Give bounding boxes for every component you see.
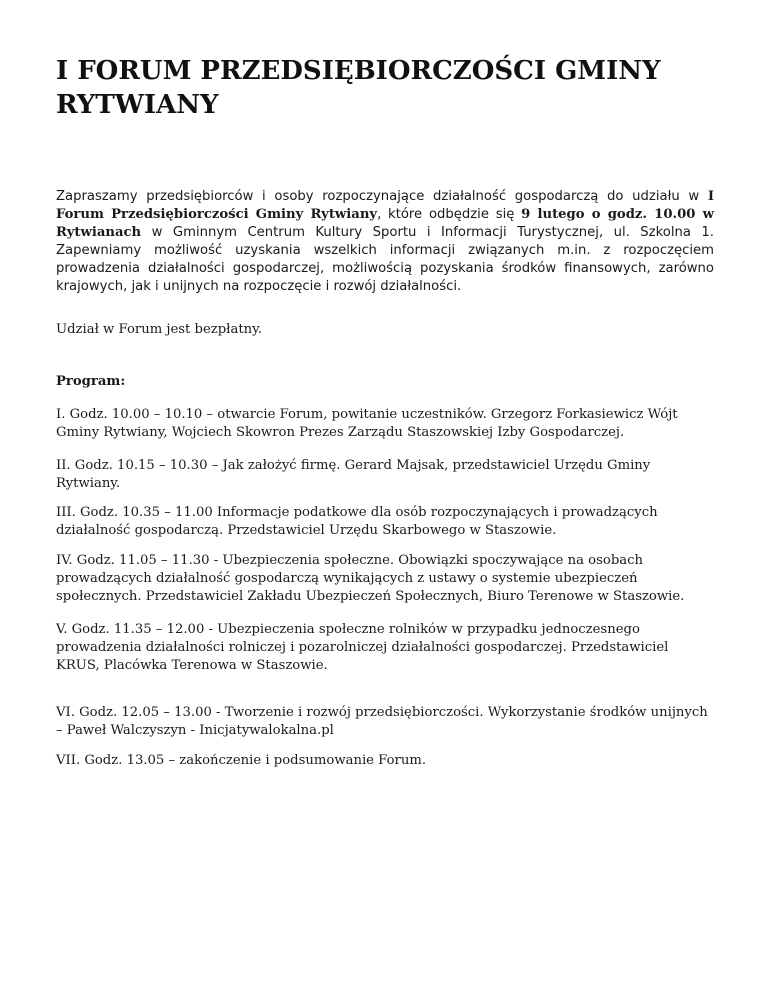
program-item-1: I. Godz. 10.00 – 10.10 – otwarcie Forum, powitanie uczestników. Grzegorz Forkasiewicz Wójt Gminy Rytwiany, Wojciech Skowron Prezes Zarządu Staszowskiej Izby Gospodarczej. bbox=[56, 407, 678, 440]
program-item-2: II. Godz. 10.15 – 10.30 – Jak założyć firmę. Gerard Majsak, przedstawiciel Urzędu Gminy Rytwiany. bbox=[56, 458, 651, 491]
program-item-5: V. Godz. 11.35 – 12.00 - Ubezpieczenia społeczne rolników w przypadku jednoczesnego prowadzenia działalności rolniczej i pozarolniczej działalności gospodarczej. Przedstawiciel KRUS, Placówka Terenowa w Staszowie. bbox=[56, 622, 669, 673]
page-title: I FORUM PRZEDSIĘBIORCZOŚCI GMINY RYTWIANY bbox=[56, 56, 661, 120]
intro-bold-date: 9 lutego o godz. 10.00 w Rytwianach bbox=[56, 207, 714, 240]
program-item-7: VII. Godz. 13.05 – zakończenie i podsumowanie Forum. bbox=[56, 753, 427, 768]
program-item-4: IV. Godz. 11.05 – 11.30 - Ubezpieczenia społeczne. Obowiązki spoczywające na osobach prowadzących działalność gospodarczą wynikających z ustawy o systemie ubezpieczeń społecznych. Przedstawiciel Zakładu Ubezpieczeń Społecznych, Biuro Terenowe w Staszowie. bbox=[56, 553, 685, 604]
free-entry-note: Udział w Forum jest bezpłatny. bbox=[56, 322, 263, 337]
intro-text-1: Zapraszamy przedsiębiorców i osoby rozpoczynające działalność gospodarczą do udziału w bbox=[56, 189, 708, 204]
intro-paragraph bbox=[56, 188, 714, 296]
intro-text-2: , które odbędzie się bbox=[377, 207, 522, 222]
program-item-3: III. Godz. 10.35 – 11.00 Informacje podatkowe dla osób rozpoczynających i prowadzących działalność gospodarczą. Przedstawiciel Urzędu Skarbowego w Staszowie. bbox=[56, 505, 658, 538]
intro-bold-forum-name: I Forum Przedsiębiorczości Gminy Rytwiany bbox=[56, 189, 714, 222]
program-heading: Program: bbox=[56, 374, 126, 389]
program-item-6: VI. Godz. 12.05 – 13.00 - Tworzenie i rozwój przedsiębiorczości. Wykorzystanie środków unijnych – Paweł Walczyszyn - Inicjatywalokalna.pl bbox=[56, 705, 708, 738]
intro-text-3: w Gminnym Centrum Kultury Sportu i Informacji Turystycznej, ul. Szkolna 1. Zapewniamy możliwość uzyskania wszelkich informacji związanych m.in. z rozpoczęciem prowadzenia działalności gospodarczej, możliwością pozyskania środków finansowych, zarówno krajowych, jak i unijnych na rozpoczęcie i rozwój działalności. bbox=[56, 225, 714, 294]
